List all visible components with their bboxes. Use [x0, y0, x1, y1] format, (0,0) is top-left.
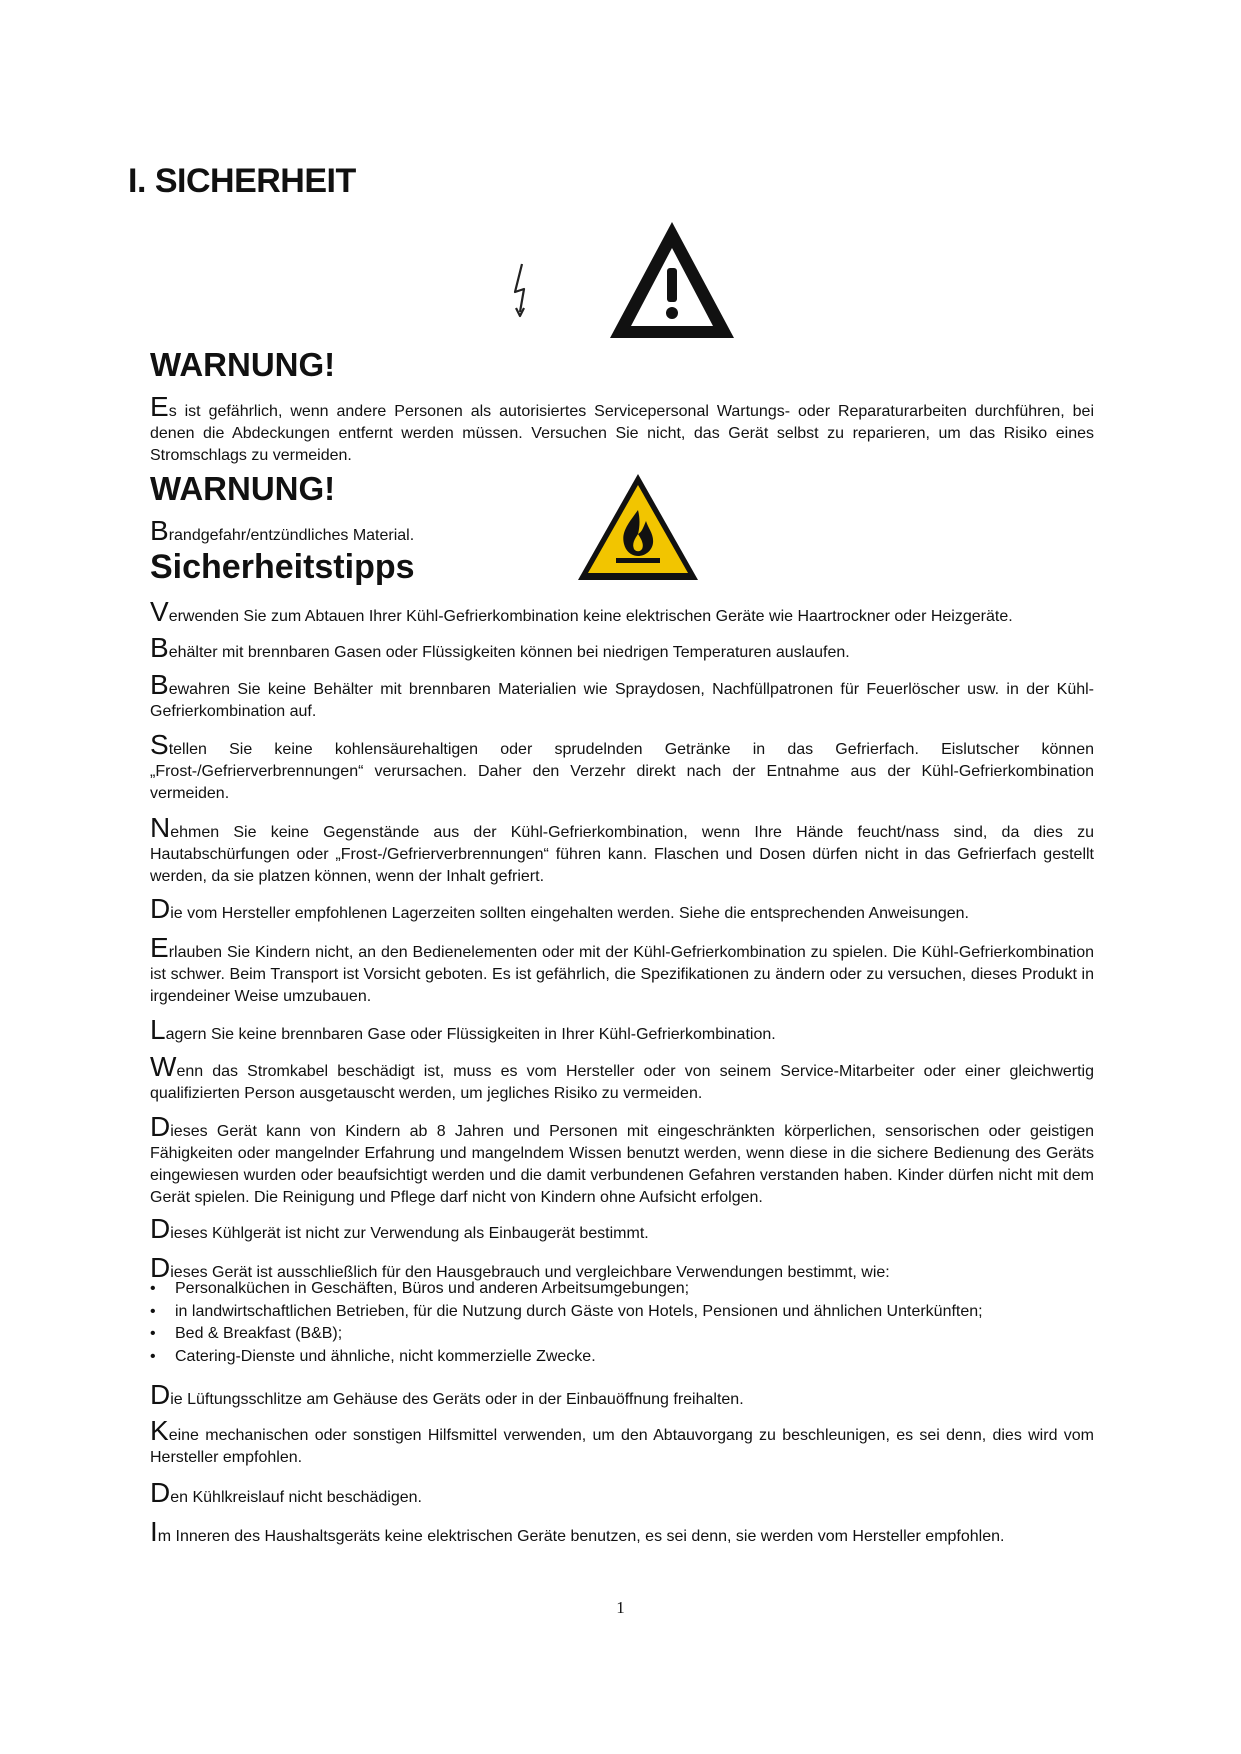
- tip-9: Wenn das Stromkabel beschädigt ist, muss es vom Hersteller oder von seinem Service-Mitarbeiter oder einer gleichwertig qualifizierten Person ausgetauscht werden, um jegliches Risiko zu vermeiden.: [150, 1051, 1094, 1102]
- tip-16: Im Inneren des Haushaltsgeräts keine elektrischen Geräte benutzen, es sei denn, sie werden vom Hersteller empfohlen.: [150, 1516, 1005, 1547]
- tip-3: Bewahren Sie keine Behälter mit brennbaren Materialien wie Spraydosen, Nachfüllpatronen für Feuerlöscher usw. in der Kühl-Gefrierkombination auf.: [150, 669, 1094, 720]
- tip-5: Nehmen Sie keine Gegenstände aus der Kühl-Gefrierkombination, wenn Ihre Hände feucht/nass sind, da dies zu Hautabschürfungen oder „Frost-/Gefrierverbrennungen“ führen kann. Flaschen und Dosen dürfen nicht in das Gefrierfach gestellt werden, da sie platzen können, wenn der Inhalt gefriert.: [150, 812, 1094, 885]
- tip-14: Keine mechanischen oder sonstigen Hilfsmittel verwenden, um den Abtauvorgang zu beschleunigen, es sei denn, dies wird vom Hersteller empfohlen.: [150, 1415, 1094, 1466]
- tip-4: Stellen Sie keine kohlensäurehaltigen oder sprudelnden Getränke in das Gefrierfach. Eislutscher können „Frost-/Gefrierverbrennungen“ verursachen. Daher den Verzehr direkt nach der Entnahme aus der Kühl-Gefrierkombination vermeiden.: [150, 729, 1094, 802]
- intended-uses-list: [150, 1278, 983, 1368]
- page-number: 1: [616, 1598, 625, 1617]
- warning-title-fire: WARNUNG!: [150, 470, 336, 507]
- warning-text-electric: Es ist gefährlich, wenn andere Personen als autorisiertes Servicepersonal Wartungs- oder Reparaturarbeiten durchführen, bei denen die Abdeckungen entfernt werden müssen. Versuchen Sie nicht, das Gerät selbst zu reparieren, um das Risiko eines Stromschlags zu vermeiden.: [150, 391, 1094, 464]
- list-item: • Personalküchen in Geschäften, Büros und anderen Arbeitsumgebungen;: [150, 1278, 983, 1301]
- tip-15: Den Kühlkreislauf nicht beschädigen.: [150, 1477, 422, 1508]
- tip-7: Erlauben Sie Kindern nicht, an den Bedienelementen oder mit der Kühl-Gefrierkombination zu spielen. Die Kühl-Gefrierkombination ist schwer. Beim Transport ist Vorsicht geboten. Es ist gefährlich, die Spezifikationen zu ändern oder zu versuchen, dieses Produkt in irgendeiner Weise umzubauen.: [150, 932, 1094, 1005]
- warning-text-fire: Brandgefahr/entzündliches Material.: [150, 515, 415, 546]
- tip-13: Die Lüftungsschlitze am Gehäuse des Geräts oder in der Einbauöffnung freihalten.: [150, 1379, 744, 1410]
- list-item: • Catering-Dienste und ähnliche, nicht kommerzielle Zwecke.: [150, 1346, 983, 1369]
- tip-6: Die vom Hersteller empfohlenen Lagerzeiten sollten eingehalten werden. Siehe die entsprechenden Anweisungen.: [150, 893, 969, 924]
- lightning-icon: [508, 262, 534, 322]
- list-item: • Bed & Breakfast (B&B);: [150, 1323, 983, 1346]
- flammable-warning-icon: [576, 472, 700, 584]
- warning-triangle-icon: [606, 218, 738, 344]
- warning-title-electric: WARNUNG!: [150, 346, 336, 383]
- tip-12: Dieses Gerät ist ausschließlich für den Hausgebrauch und vergleichbare Verwendungen bestimmt, wie:: [150, 1252, 890, 1283]
- tip-2: Behälter mit brennbaren Gasen oder Flüssigkeiten können bei niedrigen Temperaturen auslaufen.: [150, 632, 850, 663]
- tip-1: Verwenden Sie zum Abtauen Ihrer Kühl-Gefrierkombination keine elektrischen Geräte wie Haartrockner oder Heizgeräte.: [150, 596, 1013, 627]
- list-item: • in landwirtschaftlichen Betrieben, für die Nutzung durch Gäste von Hotels, Pensionen und ähnlichen Unterkünften;: [150, 1301, 983, 1324]
- tip-10: Dieses Gerät kann von Kindern ab 8 Jahren und Personen mit eingeschränkten körperlichen, sensorischen oder geistigen Fähigkeiten oder mangelnder Erfahrung und mangelndem Wissen benutzt werden, wenn diese in die sichere Bedienung des Geräts eingewiesen wurden oder beaufsichtigt werden und die damit verbundenen Gefahren verstanden haben. Kinder dürfen nicht mit dem Gerät spielen. Die Reinigung und Pflege darf nicht von Kindern ohne Aufsicht erfolgen.: [150, 1111, 1094, 1206]
- tip-8: Lagern Sie keine brennbaren Gase oder Flüssigkeiten in Ihrer Kühl-Gefrierkombination.: [150, 1014, 776, 1045]
- page-title: I. SICHERHEIT: [128, 162, 356, 200]
- safety-tips-title: Sicherheitstipps: [150, 548, 415, 586]
- tip-11: Dieses Kühlgerät ist nicht zur Verwendung als Einbaugerät bestimmt.: [150, 1213, 649, 1244]
